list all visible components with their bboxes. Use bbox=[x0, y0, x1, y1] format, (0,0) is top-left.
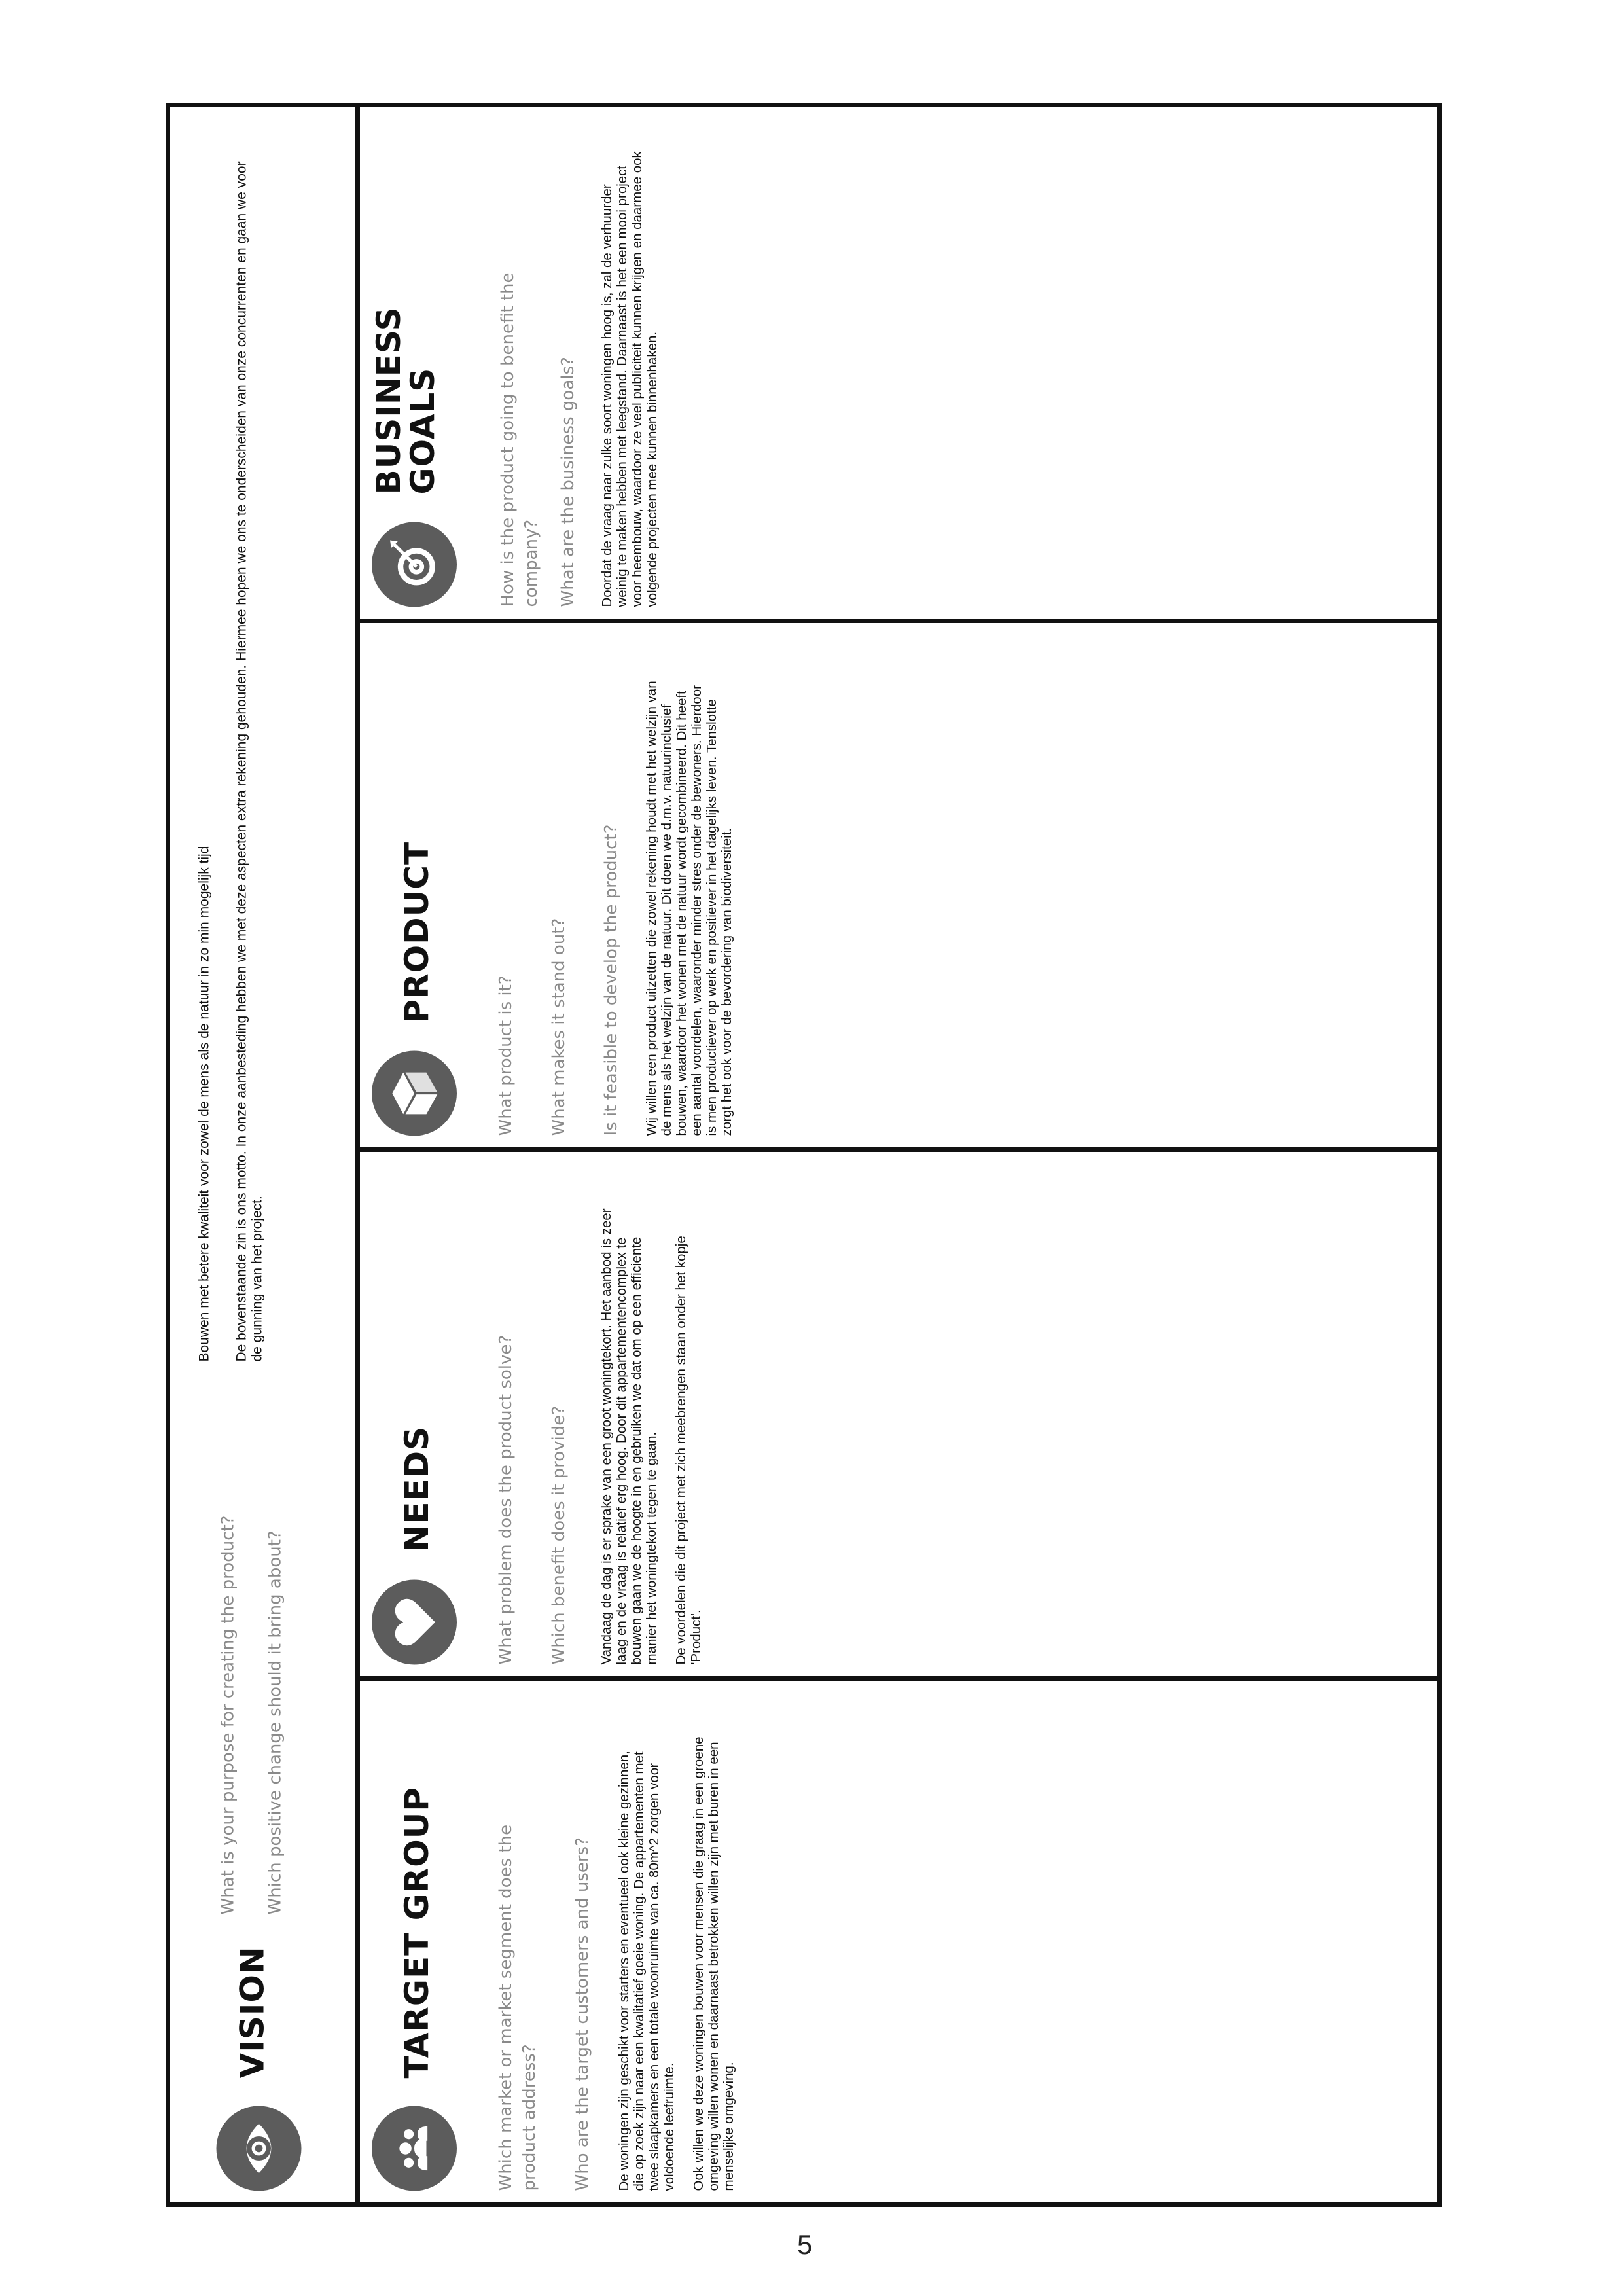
target-group-body bbox=[616, 1732, 751, 2191]
target-icon bbox=[372, 522, 457, 607]
eye-icon-graphic bbox=[231, 2121, 286, 2176]
needs-rotated-content bbox=[360, 1152, 1437, 1676]
vision-title: VISION bbox=[233, 1945, 271, 2078]
needs-body bbox=[599, 1206, 718, 1664]
product-question-2: What makes it stand out? bbox=[549, 918, 569, 1136]
target-group-paragraph-2: Ook willen we deze woningen bouwen voor mensen die graag in een groene omgeving willen wonen en daarnaast betrokken willen zijn met buren in een menselijke omgeving. bbox=[691, 1736, 736, 2191]
needs-question-2: Which benefit does it provide? bbox=[549, 1405, 569, 1664]
target-icon-graphic bbox=[387, 537, 442, 592]
business-goals-paragraph-1: Doordat de vraag naar zulke soort woningen hoog is, zal de verhuurder weinig te maken hebben met leegstand. Daarnaast is het een mooi project voor heembouw, waardoor ze veel publiciteit kunnen krijgen en daarmee ook volgende projecten mee kunnen binnenhaken. bbox=[599, 151, 660, 607]
needs-paragraph-1: Vandaag de dag is er sprake van een groot woningtekort. Het aanbod is zeer laag en de vraag is relatief erg hoog. Door dit appartementencomplex te bouwen gaan we de hoogte in en gebruiken we dat om op een efficiente manier het woningtekort tegen te gaan. bbox=[599, 1208, 659, 1664]
target-group-title: TARGET GROUP bbox=[398, 1786, 436, 2078]
vision-explanation: De bovenstaande zin is ons motto. In onze aanbesteding hebben we met deze aspecten extra rekening gehouden. Hiermee hopen we ons te onderscheiden van onze concurrenten en gaan we voor de gunning van het project. bbox=[234, 160, 264, 1361]
target-group-question-1: Which market or market segment does the product address? bbox=[496, 1824, 539, 2191]
business-goals-title-line-1: BUSINESS bbox=[370, 306, 408, 494]
business-goals-title bbox=[372, 232, 440, 494]
vision-question-1: What is your purpose for creating the product? bbox=[218, 1515, 238, 1914]
vision-section bbox=[170, 107, 360, 2202]
product-rotated-content bbox=[360, 623, 1437, 1147]
vision-motto: Bouwen met betere kwaliteit voor zowel de mens als de natuur in zo min mogelijk tijd bbox=[196, 846, 211, 1361]
product-body bbox=[644, 677, 749, 1136]
target-group-section bbox=[360, 1681, 1437, 2202]
target-group-paragraph-1: De woningen zijn geschikt voor starters en eventueel ook kleine gezinnen, die op zoek zijn naar een kwalitatief goeie woning. De appartementen met twee slaapkamers en een totale woonruimte van ca. 80m^2 zorgen voor voldoende leefruimte. bbox=[616, 1750, 677, 2191]
product-vision-board bbox=[166, 103, 1442, 2207]
business-goals-body bbox=[599, 149, 674, 607]
needs-section bbox=[360, 1152, 1437, 1681]
people-icon bbox=[372, 2106, 457, 2191]
needs-paragraph-2: De voordelen die dit project met zich meebrengen staan onder het kopje 'Product'. bbox=[673, 1235, 704, 1664]
target-group-rotated-content bbox=[360, 1681, 1437, 2202]
heart-icon bbox=[372, 1579, 457, 1664]
box-icon-graphic bbox=[387, 1066, 442, 1121]
business-goals-question-1: How is the product going to benefit the company? bbox=[498, 272, 541, 607]
product-question-3: Is it feasible to develop the product? bbox=[601, 824, 621, 1136]
business-goals-section bbox=[360, 107, 1437, 623]
people-icon-graphic bbox=[387, 2121, 442, 2176]
vision-rotated-content bbox=[170, 107, 355, 2202]
product-question-1: What product is it? bbox=[496, 975, 516, 1136]
business-goals-question-2: What are the business goals? bbox=[558, 356, 578, 607]
business-goals-title-line-2: GOALS bbox=[404, 367, 442, 494]
heart-icon-graphic bbox=[387, 1594, 442, 1649]
needs-title: NEEDS bbox=[398, 1426, 436, 1552]
eye-icon bbox=[216, 2106, 301, 2191]
target-group-question-2: Who are the target customers and users? bbox=[573, 1837, 592, 2191]
box-icon bbox=[372, 1050, 457, 1136]
business-goals-rotated-content bbox=[360, 107, 1437, 619]
product-section bbox=[360, 623, 1437, 1152]
product-paragraph-1: Wij willen een product uitzetten die zowel rekening houdt met het welzijn van de mens als het welzijn van de natuur. Dit doen we d.m.v. natuurinclusief bouwen, waardoor het wonen met de natuur wordt gecombineerd. Dit heeft een aantal voordelen, waaronder minder stres onder de bewoners. Hierdoor is men productiever op werk en positiever in het dagelijks leven. Tenslotte zorgt het ook voor de bevordering van biodiversiteit. bbox=[644, 680, 734, 1136]
page-number: 5 bbox=[797, 2229, 813, 2260]
product-title: PRODUCT bbox=[398, 841, 436, 1023]
needs-question-1: What problem does the product solve? bbox=[496, 1335, 516, 1664]
vision-question-2: Which positive change should it bring about? bbox=[265, 1530, 285, 1914]
